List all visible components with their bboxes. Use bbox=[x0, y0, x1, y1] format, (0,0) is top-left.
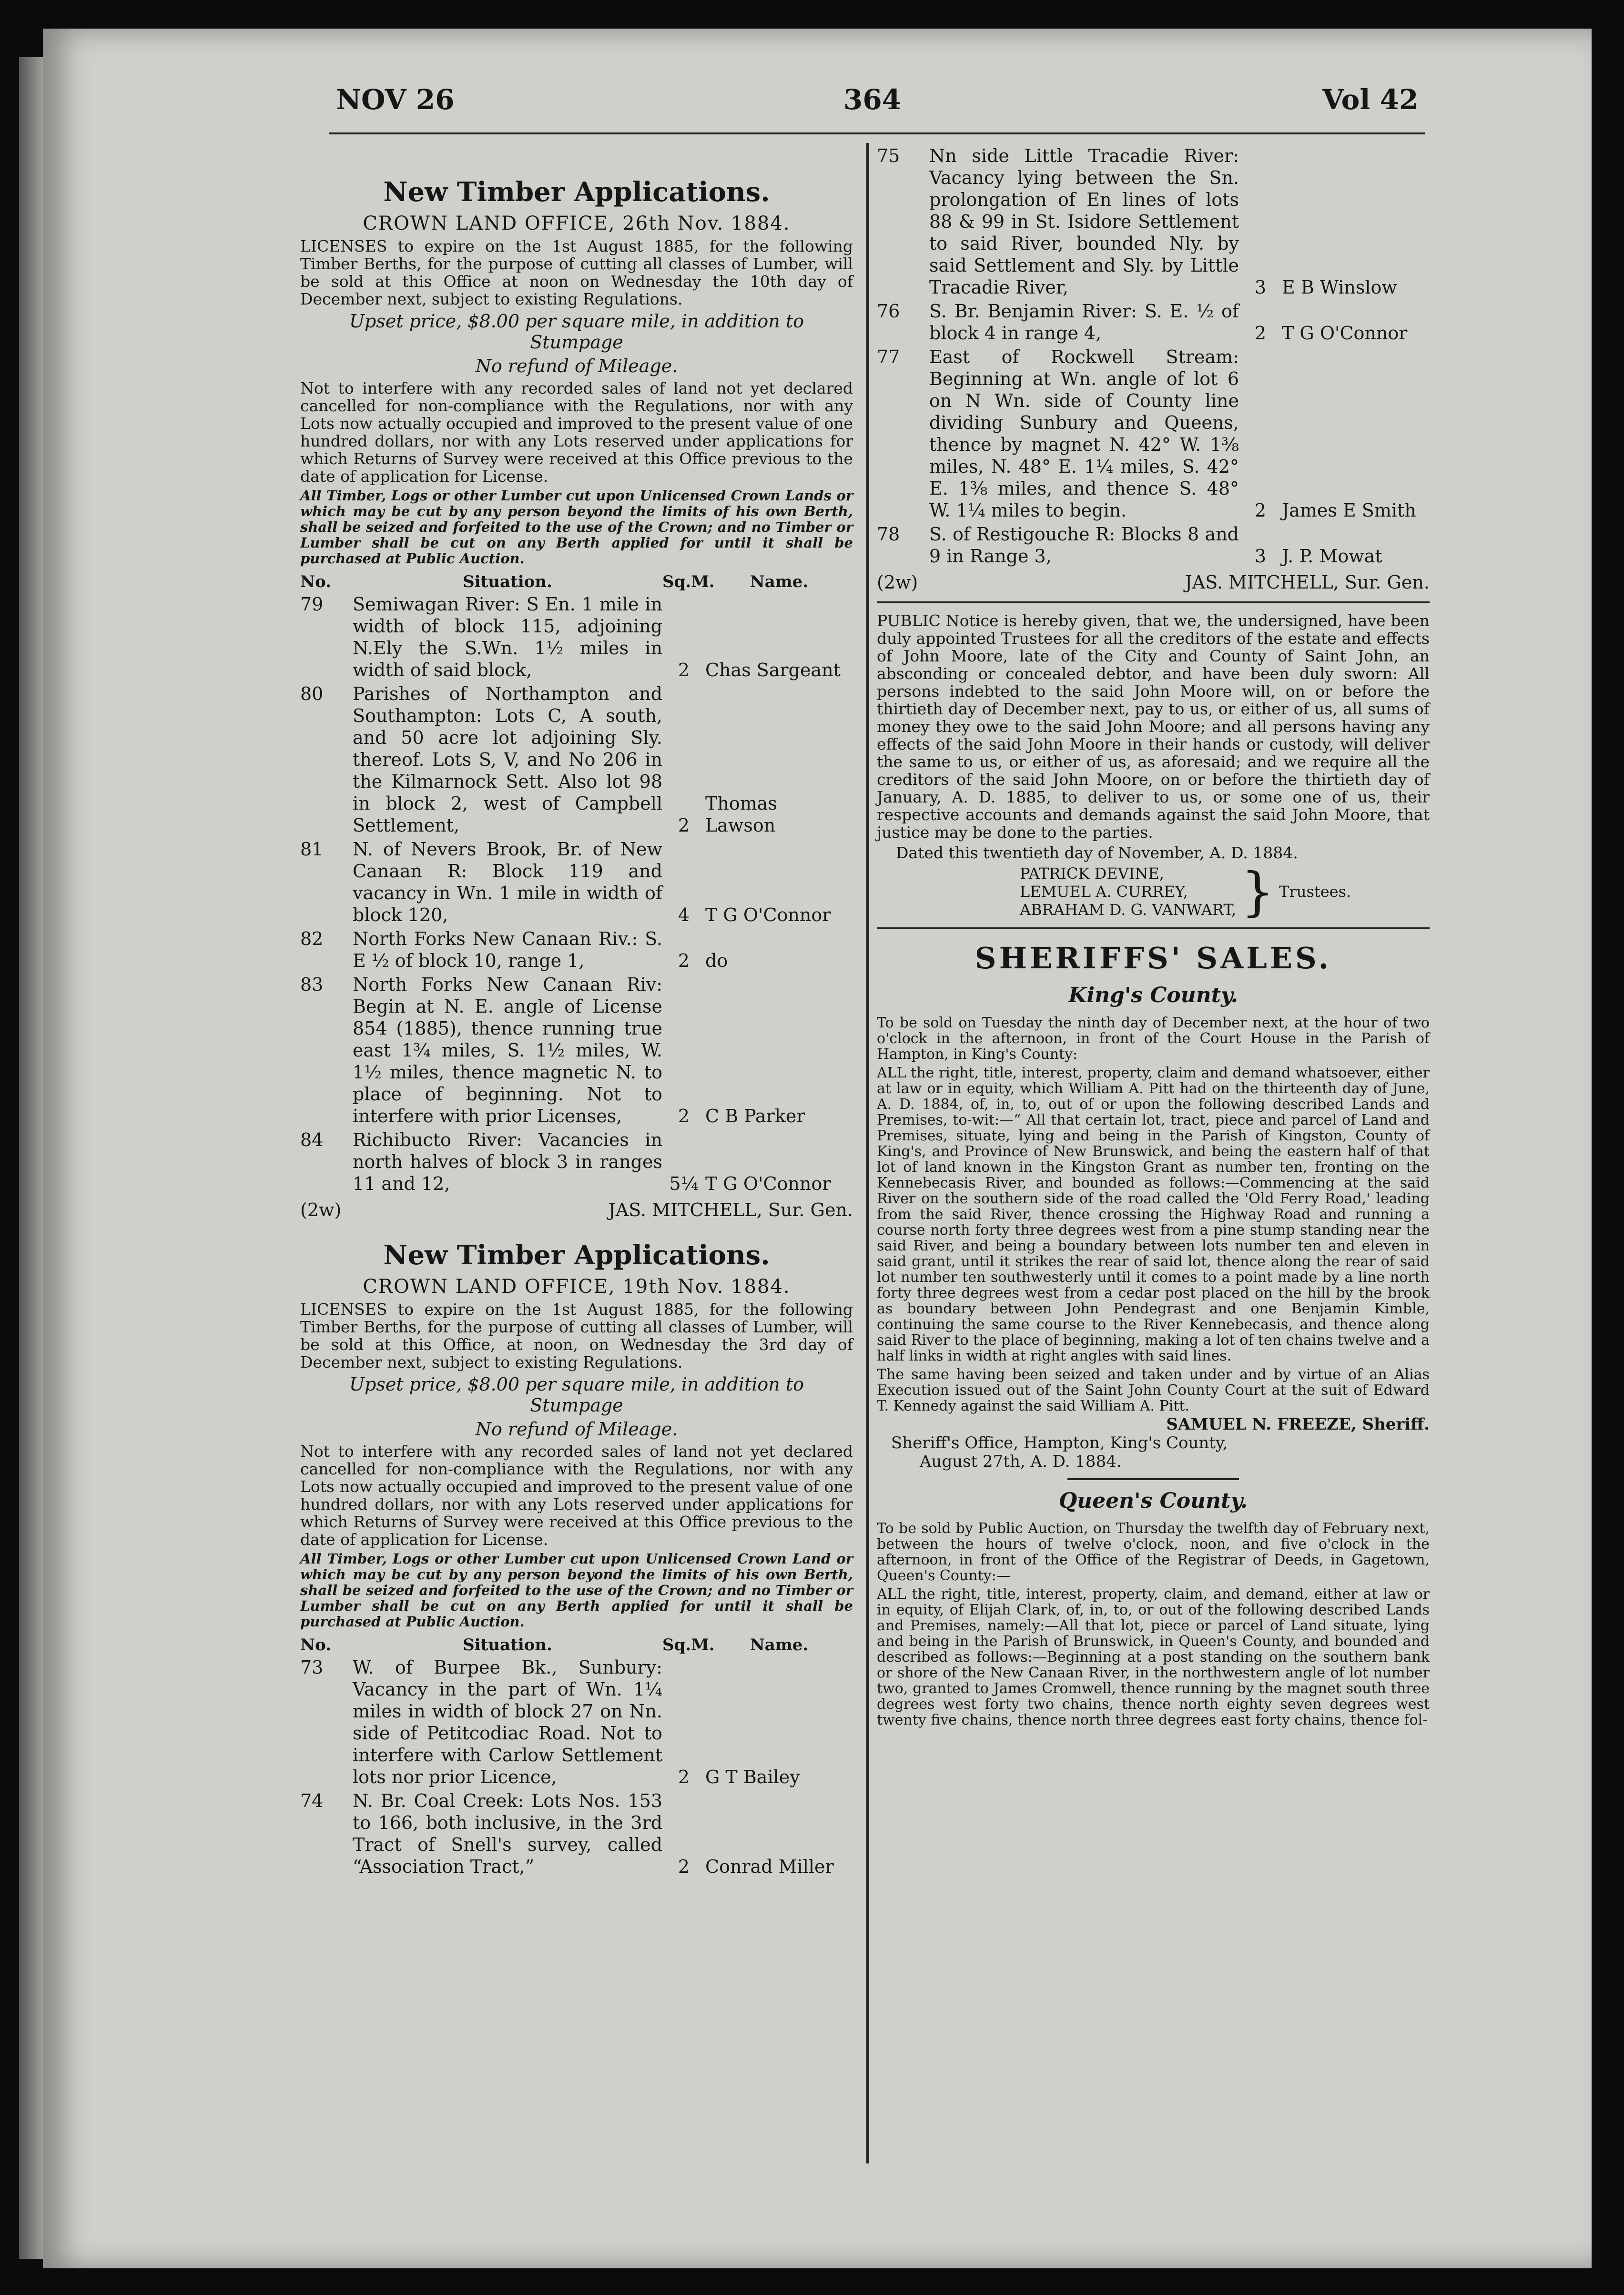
entry-situation: Parishes of Northampton and Southampton: Lots C, A south, and 50 acre lot adjoining Sly. thereof. Lots S, V, and No 206 in the Kilmarnock Sett. Also lot 98 in block 2, west of Campbell Settlement, bbox=[353, 683, 662, 836]
table-header bbox=[300, 572, 853, 591]
col-name: Name. bbox=[750, 572, 809, 591]
section-title: New Timber Applications. bbox=[383, 1239, 770, 1271]
refund-note: No refund of Mileage. bbox=[475, 1419, 678, 1440]
entry-square-miles: 2 bbox=[678, 1856, 690, 1877]
trustee: ABRAHAM D. G. VANWART, bbox=[1020, 901, 1237, 919]
notice-paragraph: Not to interfere with any recorded sales of land not yet declared cancelled for non-compliance with the Regulations, nor with any Lots now actually occupied and improved to the present value of one hundred dollars, nor with any Lots reserved under applications for which Returns of Survey were received at this Office previous to the date of application for License. bbox=[300, 379, 853, 486]
entry-number: 81 bbox=[300, 839, 324, 860]
col-name: Name. bbox=[750, 1635, 809, 1655]
entry-square-miles: 2 bbox=[678, 950, 690, 971]
entry-square-miles: 2 bbox=[1254, 500, 1267, 521]
entry-square-miles: 2 bbox=[678, 815, 690, 836]
office-line: CROWN LAND OFFICE, 26th Nov. 1884. bbox=[363, 213, 791, 234]
entry-situation: S. Br. Benjamin River: S. E. ½ of block 4 in range 4, bbox=[929, 301, 1239, 344]
office-line: CROWN LAND OFFICE, 19th Nov. 1884. bbox=[363, 1276, 791, 1298]
entry-situation: Semiwagan River: S En. 1 mile in width of block 115, adjoining N.Ely the S.Wn. 1½ miles in width of said block, bbox=[353, 594, 662, 680]
kings-county-title: King's County. bbox=[1068, 983, 1238, 1007]
entry-number: 79 bbox=[300, 594, 324, 615]
entry-number: 80 bbox=[300, 683, 324, 704]
sheriff-office: Sheriff's Office, Hampton, King's County, bbox=[891, 1433, 1228, 1452]
right-column bbox=[877, 143, 1430, 1731]
table-row bbox=[877, 300, 1430, 344]
entry-number: 78 bbox=[877, 524, 900, 545]
refund-note: No refund of Mileage. bbox=[475, 355, 678, 376]
page-number: 364 bbox=[843, 83, 902, 116]
signature: JAS. MITCHELL, Sur. Gen. bbox=[1185, 572, 1430, 593]
entry-square-miles: 3 bbox=[1254, 546, 1267, 567]
table-row bbox=[300, 838, 853, 926]
entry-situation: North Forks New Canaan Riv: Begin at N. E. angle of License 854 (1885), thence running true east 1¾ miles, S. 1½ miles, W. 1½ miles, thence magnetic N. to place of beginning. Not to interfere with prior Licenses, bbox=[353, 974, 662, 1127]
entry-number: 77 bbox=[877, 346, 900, 367]
trustee: PATRICK DEVINE, bbox=[1020, 864, 1164, 883]
table-row bbox=[877, 523, 1430, 567]
volume-number: Vol 42 bbox=[1322, 83, 1419, 116]
entry-situation: East of Rockwell Stream: Beginning at Wn. angle of lot 6 on N Wn. side of County line dividing Sunbury and Queens, thence by magnet N. 42° W. 1⅜ miles, N. 48° E. 1¼ miles, S. 42° E. 1⅜ miles, and thence S. 48° W. 1¼ miles to begin. bbox=[929, 346, 1239, 521]
warning-paragraph: All Timber, Logs or other Lumber cut upon Unlicensed Crown Lands or which may be cut by any person beyond the limits of his own Berth, shall be seized and forfeited to the use of the Crown; and no Timber or Lumber shall be cut on any Berth applied for until it shall be purchased at Public Auction. bbox=[300, 487, 853, 567]
table-row bbox=[300, 683, 853, 836]
entry-number: 76 bbox=[877, 301, 900, 322]
entry-number: 74 bbox=[300, 1790, 324, 1811]
intro-paragraph: LICENSES to expire on the 1st August 1885, for the following Timber Berths, for the purpose of cutting all classes of Lumber, will be sold at this Office at noon on Wednesday the 10th day of December next, subject to existing Regulations. bbox=[300, 237, 853, 308]
col-sq: Sq.M. bbox=[662, 572, 715, 591]
entry-square-miles: 2 bbox=[1254, 323, 1267, 344]
table-row bbox=[300, 1790, 853, 1878]
entry-situation: N. Br. Coal Creek: Lots Nos. 153 to 166, both inclusive, in the 3rd Tract of Snell's survey, called “Association Tract,” bbox=[353, 1790, 662, 1877]
signature-line bbox=[877, 572, 1430, 593]
entry-situation: Nn side Little Tracadie River: Vacancy lying between the Sn. prolongation of En lines of lots 88 & 99 in St. Isidore Settlement to said River, bounded Nly. by said Settlement and Sly. by Little Tracadie River, bbox=[929, 145, 1239, 298]
entry-name: James E Smith bbox=[1282, 500, 1416, 521]
entry-square-miles: 4 bbox=[678, 904, 690, 925]
queens-intro: To be sold by Public Auction, on Thursday the twelfth day of February next, between the hours of twelve o'clock, noon, and five o'clock in the afternoon, in front of the Office of the Registrar of Deeds, in Gagetown, Queen's County:— bbox=[877, 1520, 1430, 1584]
trustees-label: Trustees. bbox=[1279, 883, 1351, 901]
sheriffs-sales-title: SHERIFFS' SALES. bbox=[974, 941, 1332, 975]
entry-name: T G O'Connor bbox=[705, 904, 831, 925]
entry-name: G T Bailey bbox=[705, 1767, 800, 1787]
entry-number: 73 bbox=[300, 1657, 324, 1678]
entry-name: Chas Sargeant bbox=[705, 660, 841, 680]
table-row bbox=[300, 1656, 853, 1788]
timber-list bbox=[300, 1656, 853, 1878]
entry-number: 75 bbox=[877, 145, 900, 166]
entry-number: 82 bbox=[300, 928, 324, 949]
entry-square-miles: 2 bbox=[678, 1106, 690, 1127]
entry-square-miles: 2 bbox=[678, 660, 690, 680]
divider bbox=[877, 927, 1430, 929]
column-divider bbox=[866, 143, 869, 2163]
short-divider bbox=[1067, 1478, 1239, 1480]
table-row bbox=[300, 974, 853, 1127]
divider bbox=[877, 601, 1430, 603]
upset-price: Upset price, $8.00 per square mile, in addition to Stumpage bbox=[349, 1374, 804, 1416]
entry-name: do bbox=[705, 950, 728, 971]
queens-body: ALL the right, title, interest, property, claim, and demand, either at law or in equity, of Elijah Clark, of, in, to, or out of the following described Lands and Premises, namely:—All that lot, piece or parcel of Land situate, lying and being in the Parish of Brunswick, in Queen's County, and bounded and described as follows:—Beginning at a post standing on the southern bank or shore of the New Canaan River, in the northwestern angle of lot number two, granted to James Cromwell, thence running by the magnet south three degrees west forty two chains, thence north eighty seven degrees west twenty five chains, thence north three degrees east forty chains, thence fol- bbox=[877, 1586, 1430, 1728]
entry-situation: W. of Burpee Bk., Sunbury: Vacancy in the part of Wn. 1¼ miles in width of block 27 on Nn. side of Petitcodiac Road. Not to interfere with Carlow Settlement lots nor prior Licence, bbox=[353, 1657, 662, 1787]
entry-situation: S. of Restigouche R: Blocks 8 and 9 in Range 3, bbox=[929, 524, 1239, 567]
queens-county-title: Queen's County. bbox=[1058, 1489, 1248, 1513]
signature-line bbox=[300, 1199, 853, 1220]
entry-name: T G O'Connor bbox=[1282, 323, 1408, 344]
table-row bbox=[300, 928, 853, 972]
sheriff-signature: SAMUEL N. FREEZE, Sheriff. bbox=[1166, 1415, 1430, 1434]
entry-situation: North Forks New Canaan Riv.: S. E ½ of block 10, range 1, bbox=[353, 928, 662, 971]
insertion-tag: (2w) bbox=[300, 1199, 342, 1220]
col-no: No. bbox=[300, 1635, 331, 1655]
col-situation: Situation. bbox=[463, 572, 552, 591]
timber-list bbox=[300, 593, 853, 1195]
header-rule bbox=[329, 132, 1425, 134]
entry-number: 83 bbox=[300, 974, 324, 995]
entry-name: E B Winslow bbox=[1282, 277, 1397, 298]
trustees-block bbox=[877, 861, 1430, 922]
table-row bbox=[300, 593, 853, 681]
trustee-names bbox=[1020, 864, 1236, 919]
signature: JAS. MITCHELL, Sur. Gen. bbox=[608, 1199, 853, 1220]
col-sq: Sq.M. bbox=[662, 1635, 715, 1655]
trustee: LEMUEL A. CURREY, bbox=[1020, 883, 1188, 901]
entry-square-miles: 5¼ bbox=[669, 1173, 699, 1194]
col-situation: Situation. bbox=[463, 1635, 552, 1655]
entry-situation: Richibucto River: Vacancies in north halves of block 3 in ranges 11 and 12, bbox=[353, 1129, 662, 1194]
entry-name: T G O'Connor bbox=[705, 1173, 831, 1194]
insertion-tag: (2w) bbox=[877, 572, 918, 593]
table-row bbox=[877, 145, 1430, 298]
notice-paragraph: Not to interfere with any recorded sales of land not yet declared cancelled for non-compliance with the Regulations, nor with any Lots now actually occupied and improved to the present value of one hundred dollars, nor with any Lots reserved under applications for which Returns of Survey were received at this Office previous to the date of application for License. bbox=[300, 1442, 853, 1549]
table-header bbox=[300, 1635, 853, 1655]
sheriff-date: August 27th, A. D. 1884. bbox=[920, 1452, 1122, 1471]
entry-name: C B Parker bbox=[705, 1106, 805, 1127]
warning-paragraph: All Timber, Logs or other Lumber cut upon Unlicensed Crown Land or which may be cut by any person beyond the limits of his own Berth, shall be seized and forfeited to the use of the Crown; and no Timber or Lumber shall be cut on any Berth applied for until it shall be purchased at Public Auction. bbox=[300, 1551, 853, 1630]
col-no: No. bbox=[300, 572, 331, 591]
public-notice: PUBLIC Notice is hereby given, that we, the undersigned, have been duly appointed Trustees for all the creditors of the estate and effects of John Moore, late of the City and County of Saint John, an absconding or concealed debtor, and have been duly sworn: All persons indebted to the said John Moore will, on or before the thirtieth day of December next, pay to us, or either of us, all sums of money they owe to the said John Moore; and all persons having any effects of the said John Moore in their hands or custody, will deliver the same to us, or either of us, as aforesaid; and we require all the creditors of the said John Moore, on or before the thirtieth day of January, A. D. 1885, to deliver to us, or some one of us, their respective accounts and demands against the said John Moore, that justice may be done to the parties. bbox=[877, 611, 1430, 842]
dated-line: Dated this twentieth day of November, A. D. 1884. bbox=[896, 843, 1298, 862]
entry-number: 84 bbox=[300, 1129, 324, 1150]
issue-date: NOV 26 bbox=[336, 83, 455, 116]
entry-square-miles: 2 bbox=[678, 1767, 690, 1787]
left-column bbox=[300, 143, 853, 1878]
table-row bbox=[877, 346, 1430, 521]
entry-square-miles: 3 bbox=[1254, 277, 1267, 298]
kings-body: ALL the right, title, interest, property, claim and demand whatsoever, either at law or in equity, which William A. Pitt had on the thirteenth day of June, A. D. 1884, of, in, to, out of or upon the following described Lands and Premises, to-wit:—“ All that certain lot, tract, piece and parcel of Land and Premises, situate, lying and being in the Parish of Kingston, County of King's, and Province of New Brunswick, and being the eastern half of that lot of land known in the Kingston Grant as number ten, fronting on the Kennebecasis River, and bounded as follows:—Commencing at the said River on the southern side of the road called the 'Old Ferry Road,' leading from the said River, thence crossing the Highway Road and running a course north forty three degrees west from a pine stump standing near the said River, and being a boundary between lots number ten and eleven in said grant, until it strikes the rear of said lot, thence along the rear of said lot number ten southwesterly until it comes to a point made by a line north forty three degrees west from a cedar post placed on the hill by the brook as boundary between John Pendegrast and one Benjamin Kimble, continuing the same course to the River Kennebecasis, and thence along said River to the place of beginning, making a lot of ten chains twelve and a half links in width at right angles with said lines. bbox=[877, 1065, 1430, 1364]
brace-icon: } bbox=[1241, 861, 1275, 922]
entry-name: Thomas Lawson bbox=[705, 793, 777, 836]
timber-list bbox=[877, 145, 1430, 567]
entry-name: Conrad Miller bbox=[705, 1856, 834, 1877]
section-title: New Timber Applications. bbox=[383, 176, 770, 208]
kings-intro: To be sold on Tuesday the ninth day of December next, at the hour of two o'clock in the afternoon, in front of the Court House in the Parish of Hampton, in King's County: bbox=[877, 1015, 1430, 1063]
intro-paragraph: LICENSES to expire on the 1st August 1885, for the following Timber Berths, for the purpose of cutting all classes of Lumber, will be sold at this Office, at noon, on Wednesday the 3rd day of December next, subject to existing Regulations. bbox=[300, 1300, 853, 1371]
kings-seized: The same having been seized and taken under and by virtue of an Alias Execution issued out of the Saint John County Court at the suit of Edward T. Kennedy against the said William A. Pitt. bbox=[877, 1366, 1430, 1414]
entry-name: J. P. Mowat bbox=[1282, 546, 1382, 567]
table-row bbox=[300, 1129, 853, 1195]
entry-situation: N. of Nevers Brook, Br. of New Canaan R: Block 119 and vacancy in Wn. 1 mile in width of block 120, bbox=[353, 839, 662, 925]
upset-price: Upset price, $8.00 per square mile, in addition to Stumpage bbox=[349, 311, 804, 353]
